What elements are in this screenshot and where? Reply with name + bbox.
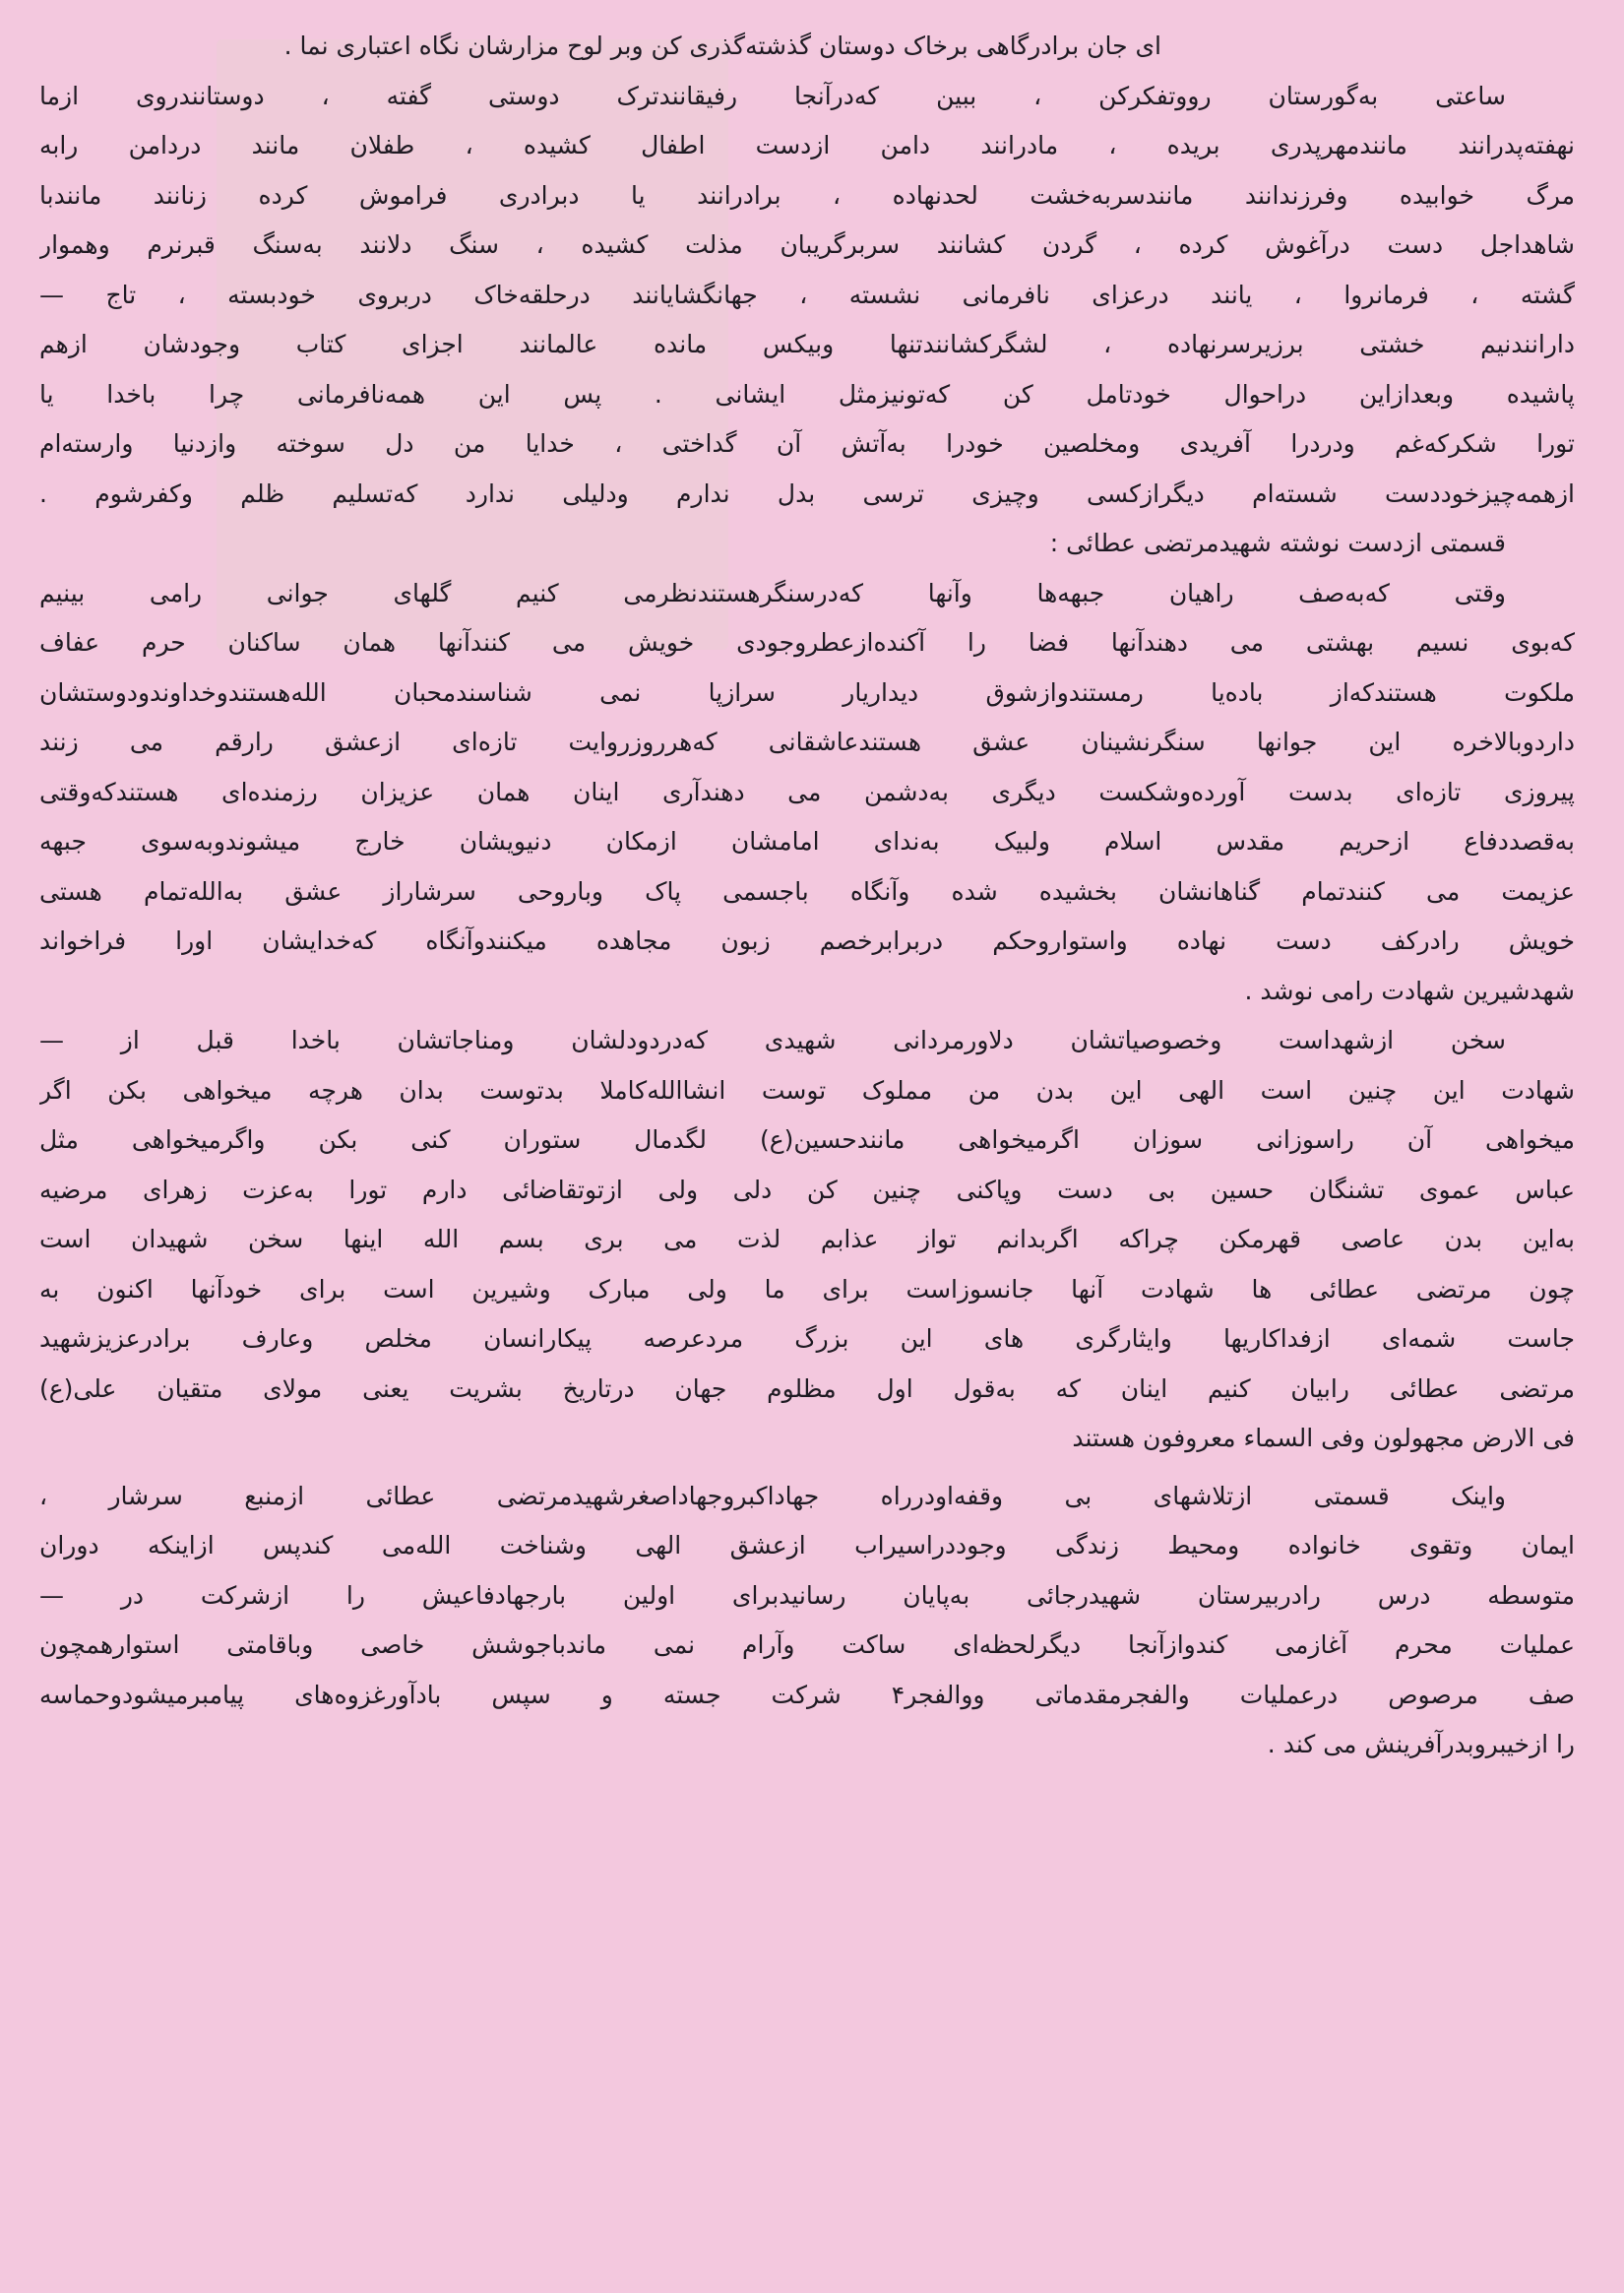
text-line: شهادت این چنین است الهی این بدن من مملوک توست انشاالله‌کاملا بدتوست بدان هرچه میخواهی بکن اگر <box>39 1075 1575 1105</box>
text-line: خویش رادرکف دست نهاده واستواروحکم دربرابرخصم زبون مجاهده میکنندوآنگاه که‌خدایشان اورا فراخواند <box>39 926 1575 955</box>
text-line: داردوبالاخره این جوانها سنگرنشینان عشق هستندعاشقانی که‌هرروزروایت تازه‌ای ازعشق رارقم می زنند <box>39 728 1575 756</box>
text-line: ازهمه‌چیزخوددست شسته‌ام دیگرازکسی وچیزی ترسی بدل ندارم ودلیلی ندارد که‌تسلیم ظلم وکفرشوم . <box>39 478 1575 508</box>
text-line: شهدشیرین شهادت رامی نوشد . <box>1244 976 1575 1005</box>
text-line: جاست شمه‌ای ازفداکاریها وایثارگری های این بزرگ مردعرصه پیکارانسان مخلص وعارف برادرعزیزشهید <box>39 1324 1575 1353</box>
text-line: شاهداجل دست درآغوش کرده ، گردن کشانند سربرگریبان مذلت کشیده ، سنگ دلانند به‌سنگ قبرنرم وهموار <box>39 230 1575 259</box>
text-line: دارانندنیم خشتی برزیرسرنهاده ، لشگرکشانندتنها وبیکس مانده عالمانند اجزای کتاب وجودشان ازهم <box>39 330 1575 358</box>
text-line: به‌این بدن عاصی قهرمکن چراکه اگربدانم تواز عذابم لذت می بری بسم الله اینها سخن شهیدان است <box>39 1225 1575 1253</box>
text-line: عملیات محرم آغازمی کندوازآنجا دیگرلحظه‌ای ساکت وآرام نمی ماندباجوشش خاصی وباقامتی استوارهمچون <box>39 1630 1575 1659</box>
text-line: پیروزی تازه‌ای بدست آورده‌وشکست دیگری به‌دشمن می دهندآری اینان همان عزیزان رزمنده‌ای هستندکه‌وقتی <box>39 777 1575 806</box>
text-line: ایمان وتقوی خانواده ومحیط زندگی وجوددراسیراب ازعشق الهی وشناخت الله‌می کندپس ازاینکه دوران <box>39 1531 1575 1560</box>
text-line: نهفته‌پدرانند مانندمهرپدری بریده ، مادرانند دامن ازدست اطفال کشیده ، طفلان مانند دردامن رابه <box>39 131 1575 159</box>
paragraph-2 <box>39 569 1575 1017</box>
paragraph-3 <box>39 1016 1575 1464</box>
text-line: ساعتی به‌گورستان رووتفکرکن ، ببین که‌درآنجا رفیقانندترک دوستی گفته ، دوستانندروی ازما <box>39 81 1506 110</box>
text-line: صف مرصوص درعملیات والفجرمقدماتی ووالفجر۴ شرکت جسته و سپس بادآورغزوه‌های پیامبرمیشودوحماسه <box>39 1680 1575 1709</box>
text-line: میخواهی آن راسوزانی سوزان اگرمیخواهی مانندحسین(ع) لگدمال ستوران کنی بکن واگرمیخواهی مثل <box>39 1125 1575 1154</box>
document-body <box>39 22 1575 1770</box>
text-line: عباس عموی تشنگان حسین بی دست وپاکنی چنین کن دلی ولی ازتوتقاضائی دارم تورا به‌عزت زهرای مرضیه <box>39 1175 1575 1204</box>
section-heading: قسمتی ازدست نوشته شهیدمرتضی عطائی : <box>1049 529 1506 557</box>
text-line: واینک قسمتی ازتلاشهای بی وقفه‌اودرراه جهاداکبروجهاداصغرشهیدمرتضی عطائی ازمنبع سرشار ، <box>39 1481 1506 1510</box>
text-line: که‌بوی نسیم بهشتی می دهندآنها فضا را آکنده‌ازعطروجودی خویش می کنندآنها همان ساکنان حرم عفاف <box>39 628 1575 657</box>
paragraph-4 <box>39 1472 1575 1770</box>
paragraph-gap <box>39 1464 1575 1472</box>
text-line: عزیمت می کنندتمام گناهانشان بخشیده شده وآنگاه باجسمی پاک وباروحی سرشاراز عشق به‌الله‌تمام هستی <box>39 876 1575 906</box>
text-line: به‌قصددفاع ازحریم مقدس اسلام ولبیک به‌ندای امامشان ازمکان دنیویشان خارج میشوندوبه‌سوی جبهه <box>39 827 1575 856</box>
text-line: تورا شکرکه‌غم ودردرا آفریدی ومخلصین خودرا به‌آتش آن گداختی ، خدایا من دل سوخته وازدنیا وارسته‌ام <box>39 429 1575 458</box>
text-line: گشته ، فرمانروا ، یانند درعزای نافرمانی نشسته ، جهانگشایانند درحلقه‌خاک دربروی خودبسته ، تاج — <box>39 280 1575 309</box>
text-line: فی الارض مجهولون وفی السماء معروفون هستند <box>1072 1424 1575 1452</box>
text-line: ملکوت هستندکه‌از باده‌یا رمستندوازشوق دیداریار سرازپا نمی شناسندمحبان الله‌هستندوخداوندودوستشان <box>39 677 1575 707</box>
text-line: سخن ازشهداست وخصوصیاتشان دلاورمردانی شهیدی که‌دردودلشان ومناجاتشان باخدا قبل از — <box>39 1026 1506 1054</box>
text-line: ای جان برادرگاهی برخاک دوستان گذشته‌گذری کن وبر لوح مزارشان نگاه اعتباری نما . <box>283 32 1161 60</box>
text-line: متوسطه درس رادربیرستان شهیدرجائی به‌پایان رسانیدبرای اولین بارجهادفاعیش را ازشرکت در — <box>39 1580 1575 1610</box>
text-line: چون مرتضی عطائی ها شهادت آنها جانسوزاست برای ما ولی مبارک وشیرین است برای خودآنها اکنون به <box>39 1274 1575 1304</box>
text-line: پاشیده وبعدازاین دراحوال خودتامل کن که‌تونیزمثل ایشانی . پس این همه‌نافرمانی چرا باخدا یا <box>39 379 1575 409</box>
paragraph-1 <box>39 22 1575 519</box>
text-line: وقتی که‌به‌صف راهیان جبهه‌ها وآنها که‌درسنگرهستندنظرمی کنیم گلهای جوانی رامی بینیم <box>39 578 1506 607</box>
text-line: را ازخیبروبدرآفرینش می کند . <box>1267 1730 1575 1758</box>
text-line: مرتضی عطائی رابیان کنیم اینان که به‌قول اول مظلوم جهان درتاریخ بشریت یعنی مولای متقیان علی(ع) <box>39 1373 1575 1403</box>
text-line: مرگ خوابیده وفرزندانند مانندسربه‌خشت لحدنهاده ، برادرانند یا دبرادری فراموش کرده زنانند مانندبا <box>39 180 1575 210</box>
